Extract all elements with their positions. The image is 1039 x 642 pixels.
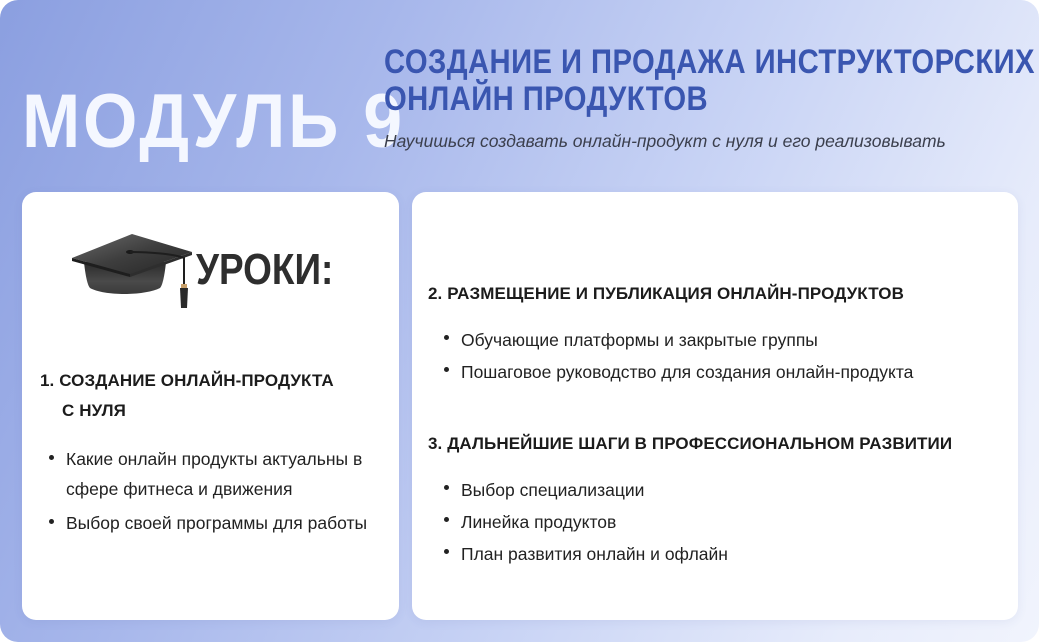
lesson-1 bbox=[40, 366, 392, 542]
lessons-heading bbox=[70, 228, 360, 310]
lesson-3 bbox=[428, 432, 1008, 570]
list-item: Какие онлайн продукты актуальны в сфере фитнеса и движения bbox=[66, 444, 392, 504]
lessons-label: УРОКИ: bbox=[196, 245, 334, 294]
list-item: Пошаговое руководство для создания онлайн-продукта bbox=[461, 356, 1008, 388]
lesson-1-title-line-2: С НУЛЯ bbox=[62, 401, 126, 420]
module-title-line-1: СОЗДАНИЕ И ПРОДАЖА ИНСТРУКТОРСКИХ bbox=[384, 43, 1035, 81]
lesson-3-title: 3. ДАЛЬНЕЙШИЕ ШАГИ В ПРОФЕССИОНАЛЬНОМ РАЗВИТИИ bbox=[428, 434, 953, 453]
lesson-1-title bbox=[40, 366, 392, 426]
graduation-cap-icon bbox=[70, 228, 194, 310]
module-title bbox=[384, 44, 1035, 118]
list-item: Линейка продуктов bbox=[461, 506, 1008, 538]
lessons-card-left bbox=[22, 192, 399, 620]
lesson-2-title: 2. РАЗМЕЩЕНИЕ И ПУБЛИКАЦИЯ ОНЛАЙН-ПРОДУКТОВ bbox=[428, 284, 904, 303]
list-item: Выбор своей программы для работы bbox=[66, 508, 392, 538]
module-subtitle: Научишься создавать онлайн-продукт с нуля и его реализовывать bbox=[384, 131, 946, 151]
lesson-1-title-line-1: 1. СОЗДАНИЕ ОНЛАЙН-ПРОДУКТА bbox=[40, 371, 334, 390]
lesson-3-topics bbox=[428, 474, 1008, 570]
module-title-line-2: ОНЛАЙН ПРОДУКТОВ bbox=[384, 80, 709, 118]
module-number-title: МОДУЛЬ 9 bbox=[22, 79, 405, 164]
lesson-2-topics bbox=[428, 324, 1008, 388]
lesson-1-topics bbox=[40, 444, 392, 538]
lesson-2 bbox=[428, 282, 1008, 388]
lessons-card-right bbox=[412, 192, 1018, 620]
list-item: Выбор специализации bbox=[461, 474, 1008, 506]
list-item: Обучающие платформы и закрытые группы bbox=[461, 324, 1008, 356]
list-item: План развития онлайн и офлайн bbox=[461, 538, 1008, 570]
